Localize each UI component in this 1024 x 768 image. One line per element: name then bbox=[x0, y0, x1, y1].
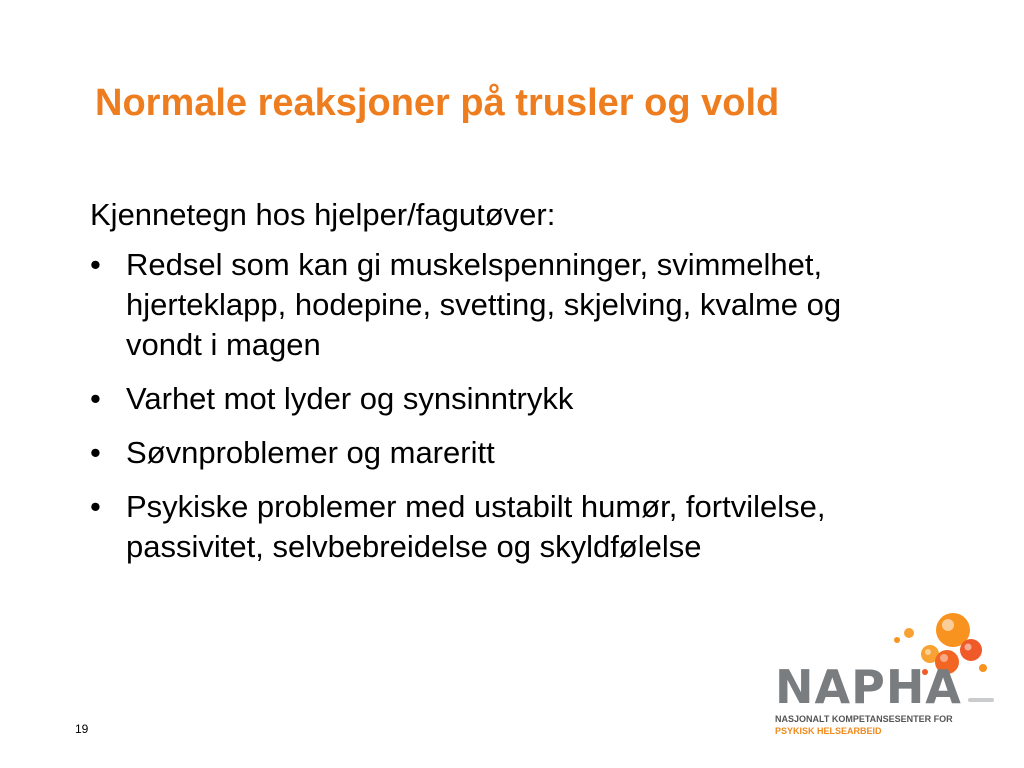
slide-title: Normale reaksjoner på trusler og vold bbox=[95, 82, 780, 124]
bullet-item bbox=[90, 245, 890, 365]
bullet-text: Psykiske problemer med ustabilt humør, fortvilelse, passivitet, selvbebreidelse og skyldfølelse bbox=[126, 489, 826, 564]
bullet-list bbox=[90, 245, 890, 567]
bullet-item bbox=[90, 379, 890, 419]
slide-body bbox=[90, 195, 890, 581]
bullet-icon: • bbox=[90, 247, 101, 282]
logo-subtitle-2: PSYKISK HELSEARBEID bbox=[775, 726, 882, 736]
logo-wordmark: NAPHA bbox=[775, 660, 962, 714]
bullet-icon: • bbox=[90, 435, 101, 470]
logo-subtitle-1: NASJONALT KOMPETANSESENTER FOR bbox=[775, 714, 953, 724]
bullet-text: Varhet mot lyder og synsinntrykk bbox=[126, 381, 574, 416]
page-number: 19 bbox=[75, 722, 89, 736]
logo-divider bbox=[968, 698, 994, 702]
bullet-icon: • bbox=[90, 381, 101, 416]
bullet-item bbox=[90, 487, 890, 567]
bullet-text: Redsel som kan gi muskelspenninger, svimmelhet, hjerteklapp, hodepine, svetting, skjelving, kvalme og vondt i magen bbox=[126, 247, 842, 362]
bullet-text: Søvnproblemer og mareritt bbox=[126, 435, 495, 470]
bullet-icon: • bbox=[90, 489, 101, 524]
napha-logo bbox=[775, 610, 1000, 740]
intro-text: Kjennetegn hos hjelper/fagutøver: bbox=[90, 197, 556, 232]
bullet-item bbox=[90, 433, 890, 473]
